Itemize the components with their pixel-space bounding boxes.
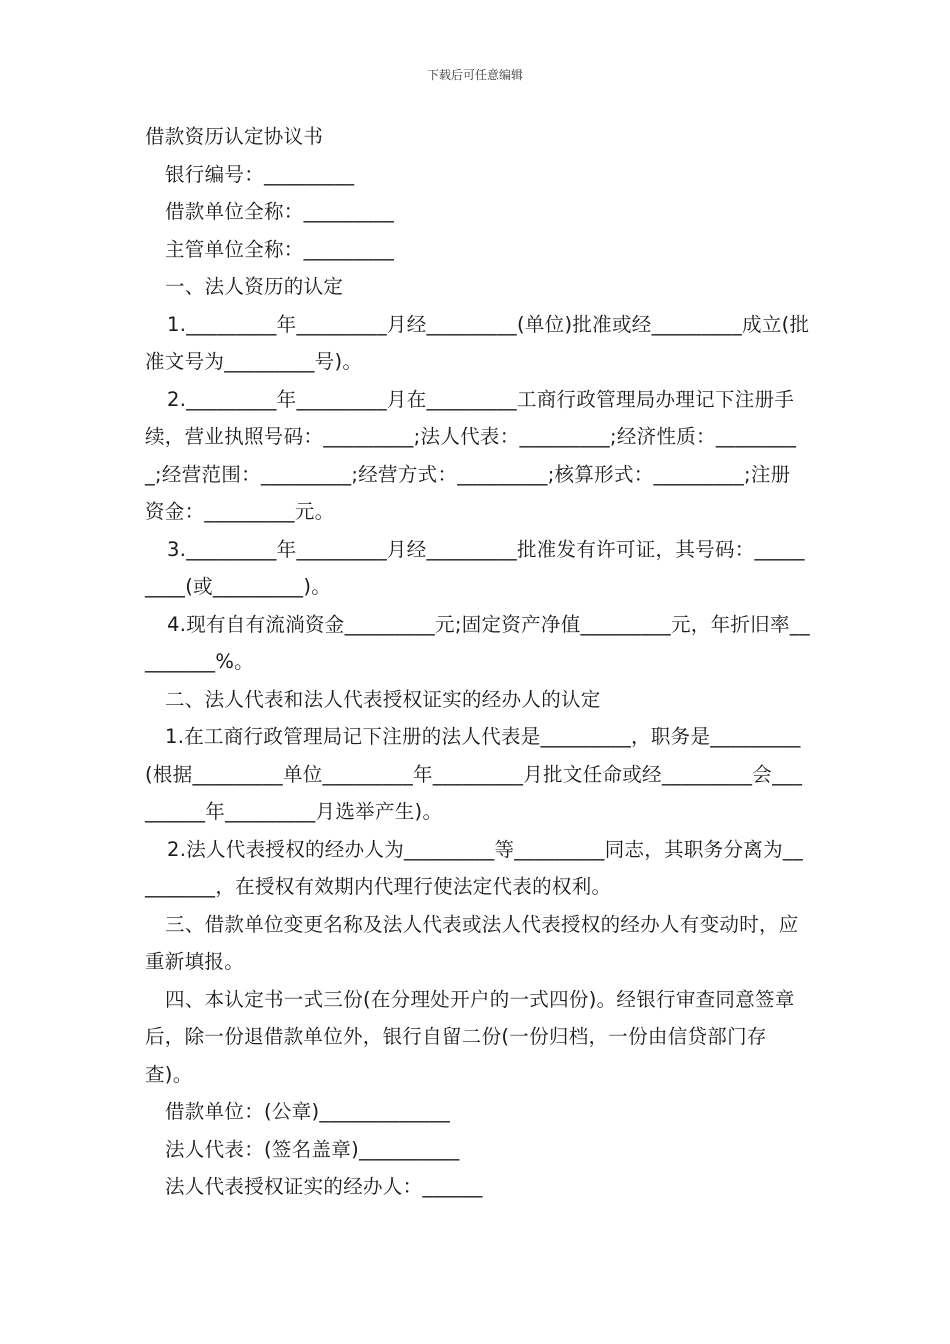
paragraph-2-2: 2.法人代表授权的经办人为_________等_________同志，其职务分离为_________，在授权有效期内代理行使法定代表的权利。 — [145, 837, 804, 898]
field-supervisor-name: 主管单位全称：_________ — [165, 237, 395, 261]
paragraph-2-1: 1.在工商行政管理局记下注册的法人代表是_________，职务是_________(根据_________单位_________年_________月批文任命或经_________会_________年_________月选举产生)。 — [145, 725, 803, 823]
paragraph-1-2: 2._________年_________月在_________工商行政管理局办理记下注册手续，营业执照号码：_________;法人代表：_________;经济性质：_________;经营范围：_________;经营方式：_________;核算形式：_________;注册资金：_________元。 — [145, 387, 797, 523]
signature-agent: 法人代表授权证实的经办人：______ — [165, 1175, 483, 1198]
paragraph-1-1: 1._________年_________月经_________(单位)批准或经_________成立(批准文号为_________号)。 — [145, 312, 810, 373]
section-3: 三、借款单位变更名称及法人代表或法人代表授权的经办人有变动时，应重新填报。 — [145, 912, 799, 973]
paragraph-1-3: 3._________年_________月经_________批准发有许可证，其号码：_________(或_________)。 — [145, 537, 805, 598]
section-4: 四、本认定书一式三份(在分理处开户的一式四份)。经银行审查同意签章后，除一份退借款单位外，银行自留二份(一份归档，一份由信贷部门存查)。 — [145, 987, 795, 1086]
document-body — [145, 118, 810, 1206]
section-heading-2: 二、法人代表和法人代表授权证实的经办人的认定 — [165, 687, 601, 711]
section-heading-1: 一、法人资历的认定 — [165, 275, 344, 298]
signature-borrower: 借款单位：(公章)_____________ — [165, 1100, 451, 1123]
field-bank-number: 银行编号：_________ — [165, 162, 355, 186]
document-title: 借款资历认定协议书 — [145, 125, 324, 148]
field-borrower-name: 借款单位全称：_________ — [165, 200, 395, 223]
page-header: 下载后可任意编辑 — [426, 68, 523, 82]
paragraph-1-4: 4.现有自有流淌资金_________元;固定资产净值_________元，年折旧率_________%。 — [145, 612, 810, 673]
signature-legal-rep: 法人代表：(签名盖章)__________ — [165, 1137, 460, 1161]
